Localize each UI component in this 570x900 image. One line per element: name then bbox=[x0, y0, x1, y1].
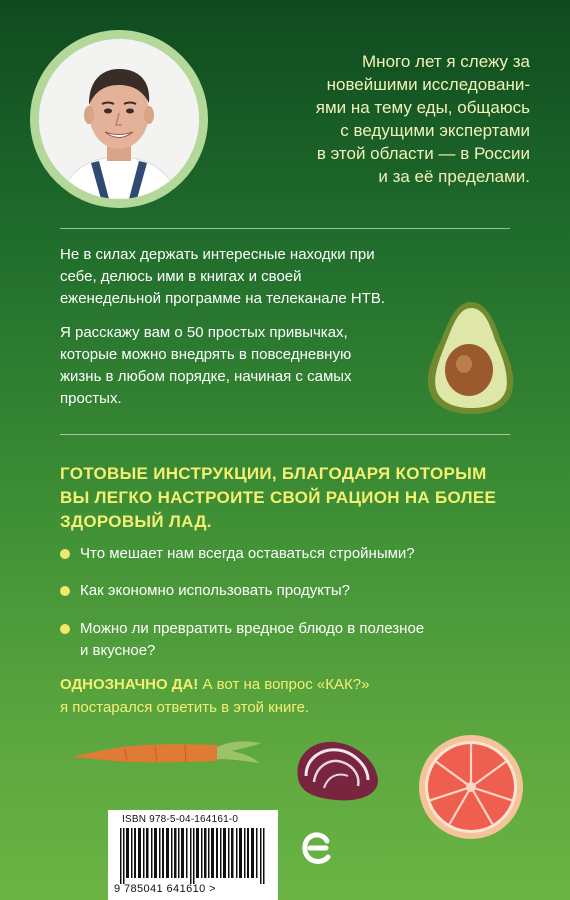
headline-line: ВЫ ЛЕГКО НАСТРОИТЕ СВОЙ РАЦИОН НА БОЛЕЕ bbox=[60, 488, 497, 507]
paragraph-line: еженедельной программе на телеканале НТВ. bbox=[60, 290, 386, 307]
intro-line: новейшими исследовани- bbox=[326, 75, 530, 94]
paragraph-line: простых. bbox=[60, 390, 122, 407]
intro-line: с ведущими экспертами bbox=[340, 121, 530, 140]
avocado-icon bbox=[424, 298, 518, 416]
intro-line: Много лет я слежу за bbox=[362, 52, 530, 71]
bullet-item bbox=[60, 543, 520, 565]
intro-text bbox=[260, 50, 530, 188]
bullet-line: Можно ли превратить вредное блюдо в полезное bbox=[80, 620, 425, 637]
paragraph-line: Я расскажу вам о 50 простых привычках, bbox=[60, 324, 348, 341]
paragraph-line: жизнь в любом порядке, начиная с самых bbox=[60, 368, 352, 385]
bullet-dot-icon bbox=[60, 624, 70, 634]
author-photo-icon bbox=[39, 39, 199, 199]
isbn-label: ISBN 978-5-04-164161-0 bbox=[122, 814, 239, 825]
paragraph-1 bbox=[60, 244, 480, 310]
barcode-box bbox=[108, 810, 278, 900]
radicchio-icon bbox=[292, 738, 382, 804]
eksmo-logo-icon bbox=[300, 831, 334, 865]
barcode-digits: 9 785041 641610 > bbox=[114, 883, 216, 895]
headline bbox=[60, 462, 530, 534]
closing-emphasis: ОДНОЗНАЧНО ДА! bbox=[60, 676, 199, 693]
closing-text bbox=[60, 673, 530, 719]
divider-top bbox=[60, 228, 510, 229]
intro-line: в этой области — в России bbox=[316, 144, 530, 163]
intro-line: ями на тему еды, общаюсь bbox=[315, 98, 530, 117]
bullet-dot-icon bbox=[60, 586, 70, 596]
divider-middle bbox=[60, 434, 510, 435]
bullet-line: Как экономно использовать продукты? bbox=[80, 582, 351, 599]
paragraph-line: которые можно внедрять в повседневную bbox=[60, 346, 352, 363]
bullet-dot-icon bbox=[60, 549, 70, 559]
barcode-icon bbox=[120, 828, 266, 884]
carrot-icon bbox=[65, 735, 265, 771]
bullet-item bbox=[60, 618, 520, 662]
closing-line-2: я постарался ответить в этой книге. bbox=[60, 699, 310, 716]
paragraph-line: Не в силах держать интересные находки при bbox=[60, 246, 375, 263]
headline-line: ГОТОВЫЕ ИНСТРУКЦИИ, БЛАГОДАРЯ КОТОРЫМ bbox=[60, 464, 487, 483]
headline-line: ЗДОРОВЫЙ ЛАД. bbox=[60, 512, 212, 531]
bullet-line: Что мешает нам всегда оставаться стройными? bbox=[80, 545, 415, 562]
closing-rest: А вот на вопрос «КАК?» bbox=[198, 676, 370, 693]
bullet-item bbox=[60, 580, 520, 602]
grapefruit-icon bbox=[418, 734, 524, 840]
intro-line: и за её пределами. bbox=[378, 167, 530, 186]
closing-line-1 bbox=[60, 673, 530, 696]
paragraph-2 bbox=[60, 322, 420, 410]
bullet-line: и вкусное? bbox=[80, 642, 156, 659]
paragraph-line: себе, делюсь ими в книгах и своей bbox=[60, 268, 302, 285]
